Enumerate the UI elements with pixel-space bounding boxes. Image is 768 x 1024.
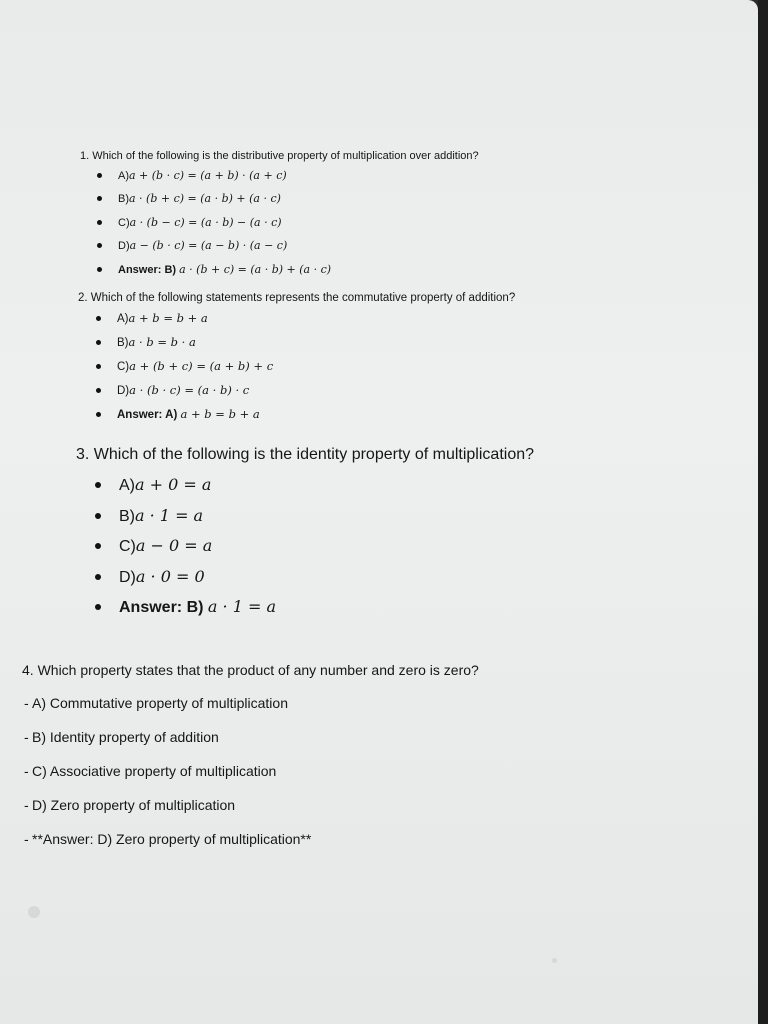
answer: Answer: B) a · 1 = a <box>76 592 534 623</box>
option-d: - D) Zero property of multiplication <box>24 797 236 813</box>
option-d: D)a − (b · c) = (a − b) · (a − c) <box>80 234 479 257</box>
question-4-title: 4. Which property states that the product of any number and zero is zero? <box>22 662 479 678</box>
bullet-icon <box>96 412 101 417</box>
option-c: C)a · (b − c) = (a · b) − (a · c) <box>80 211 479 234</box>
answer: Answer: A) a + b = b + a <box>78 402 515 426</box>
bullet-icon <box>96 364 101 369</box>
answer: - **Answer: D) Zero property of multiplication** <box>24 831 312 847</box>
question-2-options <box>78 306 515 426</box>
photo-edge <box>758 0 768 1024</box>
option-b: B)a · 1 = a <box>76 501 534 532</box>
paper-speck <box>28 906 40 918</box>
bullet-icon <box>97 220 102 225</box>
option-a: A)a + (b · c) = (a + b) · (a + c) <box>80 164 479 187</box>
bullet-icon <box>95 513 101 519</box>
option-a: - A) Commutative property of multiplication <box>24 695 288 711</box>
option-b: - B) Identity property of addition <box>24 729 219 745</box>
option-a: A)a + b = b + a <box>78 306 515 330</box>
question-3-title: 3. Which of the following is the identity property of multiplication? <box>76 446 535 463</box>
bullet-icon <box>95 543 101 549</box>
bullet-icon <box>96 388 101 393</box>
paper-speck <box>552 958 557 963</box>
option-d: D)a · 0 = 0 <box>76 562 534 593</box>
question-2 <box>78 290 515 426</box>
bullet-icon <box>97 196 102 201</box>
option-d: D)a · (b · c) = (a · b) · c <box>78 378 515 402</box>
bullet-icon <box>97 173 102 178</box>
option-c: - C) Associative property of multiplication <box>24 763 277 779</box>
option-c: C)a − 0 = a <box>76 531 534 562</box>
bullet-icon <box>97 267 102 272</box>
question-3-options <box>76 470 534 623</box>
question-3 <box>76 444 534 623</box>
option-a: A)a + 0 = a <box>76 470 534 501</box>
option-c: C)a + (b + c) = (a + b) + c <box>78 354 515 378</box>
bullet-icon <box>96 316 101 321</box>
question-2-title: 2. Which of the following statements represents the commutative property of addition? <box>78 292 516 304</box>
bullet-icon <box>95 482 101 488</box>
option-b: B)a · (b + c) = (a · b) + (a · c) <box>80 187 479 210</box>
bullet-icon <box>96 340 101 345</box>
question-4-options <box>22 686 479 856</box>
option-b: B)a · b = b · a <box>78 330 515 354</box>
bullet-icon <box>95 574 101 580</box>
question-1-options <box>80 164 479 281</box>
bullet-icon <box>95 604 101 610</box>
answer: Answer: B) a · (b + c) = (a · b) + (a · c) <box>80 258 479 281</box>
question-4 <box>22 660 479 856</box>
bullet-icon <box>97 243 102 248</box>
question-1 <box>80 148 479 281</box>
question-1-title: 1. Which of the following is the distributive property of multiplication over addition? <box>80 150 479 162</box>
